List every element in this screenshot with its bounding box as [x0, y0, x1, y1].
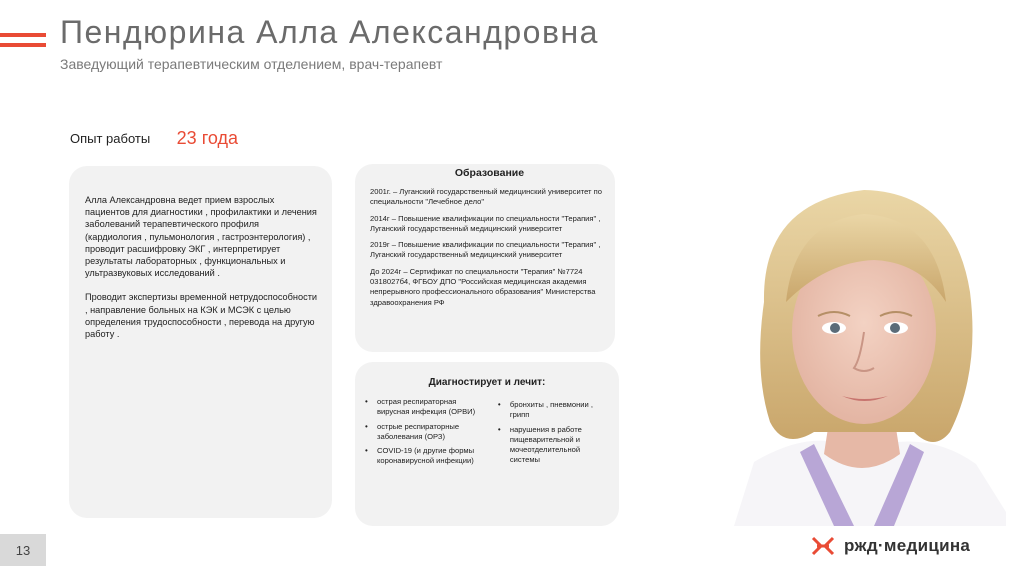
education-item: 2014г – Повышение квалификации по специальности "Терапия" , Луганский государственный медицинский университет	[370, 213, 601, 233]
doctor-photo	[714, 182, 1006, 526]
logo-text: ржд·медицина	[844, 536, 971, 555]
rzd-medicine-logo	[810, 534, 970, 558]
education-item: До 2024г – Сертификат по специальности "Терапия" №7724 0318027б4, ФГБОУ ДПО "Российская медицинская академия непрерывного профессионального образования" Министерства здравоохранения РФ	[370, 266, 596, 307]
page-subtitle: Заведующий терапевтическим отделением, врач-терапевт	[60, 56, 443, 72]
education-card	[355, 164, 615, 352]
page-number: 13	[0, 534, 46, 566]
education-title: Образование	[454, 167, 525, 179]
education-item: 2019г – Повышение квалификации по специальности "Терапия" , Луганский государственный медицинский университет	[370, 240, 601, 260]
experience-value: 23 года	[176, 128, 238, 148]
diagnosis-item: • бронхиты , пневмонии , грипп	[496, 400, 611, 421]
portrait-illustration	[714, 182, 1006, 526]
diagnosis-item: • COVID-19 (и другие формы коронавирусной инфекции)	[363, 446, 488, 467]
experience-label: Опыт работы	[70, 131, 151, 146]
about-paragraph: Проводит экспертизы временной нетрудоспособности , направление больных на КЭК и МСЭК с целью определения трудоспособности , перевода на другую работу .	[85, 292, 318, 340]
about-card	[69, 166, 332, 518]
diagnoses-title: Диагностирует и лечит:	[428, 377, 546, 388]
about-paragraph: Алла Александровна ведет прием взрослых пациентов для диагностики , профилактики и лечения заболеваний терапевтического профиля (кардиология , пульмонология , гастроэнтерология) , проводит расшифровку ЭКГ , интерпретирует результаты лабораторных , функциональных и ультразвуковых исследований .	[85, 195, 317, 279]
page-title: Пендюрина Алла Александровна	[60, 14, 599, 50]
education-item: 2001г. – Луганский государственный медицинский университет по специальности "Лечебное дело"	[370, 187, 602, 207]
diagnoses-list-left	[363, 397, 488, 471]
accent-lines	[0, 33, 46, 53]
diagnosis-item: • нарушения в работе пищеварительной и мочеотделительной системы	[496, 425, 611, 466]
diagnosis-item: • острая респираторная вирусная инфекция (ОРВИ)	[363, 397, 488, 418]
diagnoses-card	[355, 362, 619, 526]
diagnoses-list-right	[496, 400, 611, 471]
diagnosis-item: • острые респираторные заболевания (ОРЗ)	[363, 422, 488, 443]
rzd-logo-icon	[810, 534, 836, 558]
experience-block	[70, 128, 238, 149]
